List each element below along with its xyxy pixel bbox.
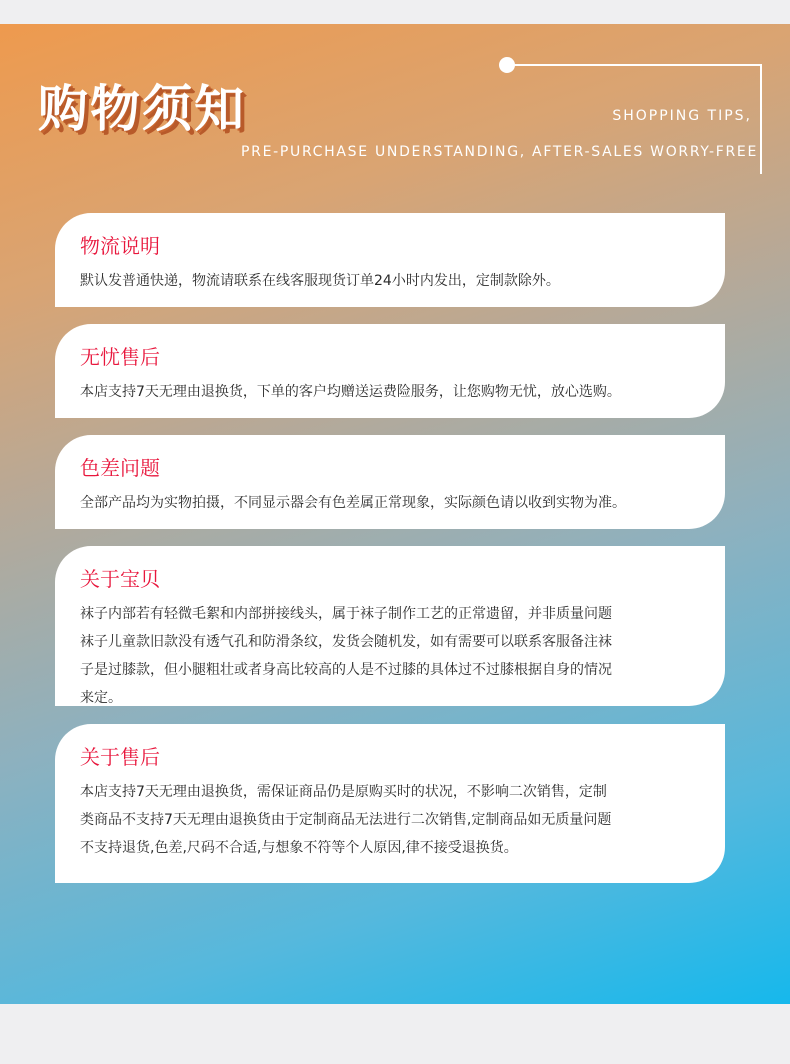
card-text-line: 子是过膝款，但小腿粗壮或者身高比较高的人是不过膝的具体过不过膝根据自身的情况 bbox=[80, 662, 612, 678]
card-text-line: 全部产品均为实物拍摄，不同显示器会有色差属正常现象，实际颜色请以收到实物为准。 bbox=[80, 495, 626, 511]
card-text-line: 袜子儿童款旧款没有透气孔和防滑条纹，发货会随机发，如有需要可以联系客服备注袜 bbox=[80, 634, 612, 650]
card-text bbox=[80, 267, 705, 295]
card-text-line: 本店支持7天无理由退换货，需保证商品仍是原购买时的状况，不影响二次销售，定制 bbox=[80, 784, 607, 800]
shopping-tips-poster bbox=[0, 24, 790, 1004]
decorative-dot-icon bbox=[499, 57, 515, 73]
card-about-product bbox=[55, 546, 725, 706]
card-title: 关于售后 bbox=[80, 745, 160, 769]
card-text-line: 默认发普通快递，物流请联系在线客服现货订单24小时内发出，定制款除外。 bbox=[80, 273, 560, 289]
decorative-line-vertical bbox=[760, 64, 762, 174]
subtitle-english-line2: PRE-PURCHASE UNDERSTANDING, AFTER-SALES WORRY-FREE bbox=[241, 144, 758, 160]
card-text bbox=[80, 778, 705, 862]
card-text-line: 不支持退货,色差,尺码不合适,与想象不符等个人原因,律不接受退换货。 bbox=[80, 840, 518, 856]
card-after-sales-worry-free bbox=[55, 324, 725, 418]
card-title: 色差问题 bbox=[80, 456, 160, 480]
card-text bbox=[80, 489, 705, 517]
page-title: 购物须知 bbox=[38, 79, 246, 138]
card-color-difference bbox=[55, 435, 725, 529]
card-title: 关于宝贝 bbox=[80, 567, 160, 591]
card-text bbox=[80, 378, 705, 406]
card-title: 无忧售后 bbox=[80, 345, 160, 369]
subtitle-english-line1: SHOPPING TIPS, bbox=[612, 108, 752, 124]
card-text-line: 袜子内部若有轻微毛絮和内部拼接线头，属于袜子制作工艺的正常遗留，并非质量问题 bbox=[80, 606, 612, 622]
card-text bbox=[80, 600, 705, 712]
card-text-line: 本店支持7天无理由退换货，下单的客户均赠送运费险服务，让您购物无忧，放心选购。 bbox=[80, 384, 621, 400]
card-text-line: 来定。 bbox=[80, 690, 122, 706]
card-about-after-sales bbox=[55, 724, 725, 883]
card-logistics bbox=[55, 213, 725, 307]
decorative-line-horizontal bbox=[508, 64, 762, 66]
card-text-line: 类商品不支持7天无理由退换货由于定制商品无法进行二次销售,定制商品如无质量问题 bbox=[80, 812, 612, 828]
card-title: 物流说明 bbox=[80, 234, 160, 258]
